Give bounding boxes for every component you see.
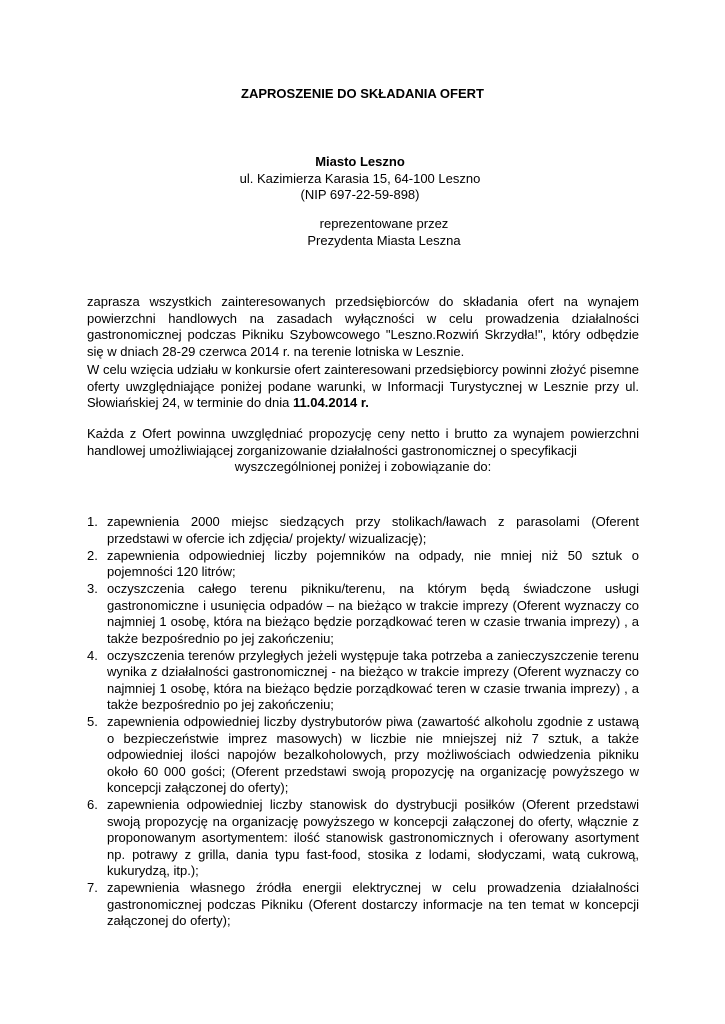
- submission-text: W celu wzięcia udziału w konkursie ofert zainteresowani przedsiębiorcy powinni złożyć pisemne oferty uwzględniające poniżej podane warunki, w Informacji Turystycznej w Lesznie przy ul. Słowiańskiej 24, w terminie do dnia: [87, 362, 639, 410]
- list-item-number: 1.: [87, 514, 98, 529]
- offer-paragraph-main: Każda z Ofert powinna uwzględniać propozycję ceny netto i brutto za wynajem powierzchni handlowej umożliwiającej zorganizowanie działalności gastronomicznej o specyfikacji: [87, 426, 639, 458]
- list-item-text: oczyszczenia terenów przyległych jeżeli występuje taka potrzeba a zanieczyszczenie terenu wynika z działalności gastronomicznej - na bieżąco w trakcie imprezy (Oferent wyznaczy co najmniej 1 osobę, która na bieżąco będzie porządkować teren w czasie trwania imprezy) , a także bezpośrednio po jej zakończeniu;: [107, 647, 639, 712]
- list-item-number: 6.: [87, 797, 98, 812]
- list-item-number: 4.: [87, 647, 98, 663]
- requirements-list: [87, 514, 639, 930]
- submission-deadline: 11.04.2014 r.: [292, 395, 369, 410]
- issuer-nip: (NIP 697-22-59-898): [300, 187, 420, 202]
- list-item-number: 2.: [87, 547, 98, 563]
- list-item-text: zapewnienia odpowiedniej liczby stanowisk do dystrybucji posiłków (Oferent przedstawi swoją propozycję na organizację powyższego w koncepcji załączonej do oferty, włącznie z proponowanym asortymentem: ilość stanowisk gastronomicznych i oferowany asortyment np. potrawy z grilla, dania typu fast-food, stosika z lodami, słodyczami, watą cukrową, kukurydzą, itp.);: [107, 797, 639, 878]
- list-item-number: 3.: [87, 581, 98, 596]
- list-item: [87, 548, 639, 581]
- list-item-text: oczyszczenia całego terenu pikniku/terenu, na którym będą świadczone usługi gastronomiczne i usunięcia odpadów – na bieżąco w trakcie imprezy (Oferent wyznaczy co najmniej 1 osobę, która na bieżąco będzie porządkować teren w czasie trwania imprezy) , a także bezpośrednio po jej zakończeniu;: [107, 581, 639, 646]
- list-item: [87, 581, 639, 647]
- representation-block: [270, 216, 498, 249]
- representation-line-1: reprezentowane przez: [319, 216, 449, 231]
- list-item-number: 5.: [87, 714, 98, 729]
- document-title: ZAPROSZENIE DO SKŁADANIA OFERT: [241, 86, 484, 101]
- list-item: [87, 797, 639, 880]
- invitation-paragraph: zaprasza wszystkich zainteresowanych przedsiębiorców do składania ofert na wynajem powierzchni handlowych na zasadach wyłączności w celu prowadzenia działalności gastronomicznej podczas Pikniku Szybowcowego "Leszno.Rozwiń Skrzydła!", który odbędzie się w dniach 28-29 czerwca 2014 r. na terenie lotniska w Lesznie.: [87, 294, 639, 359]
- list-item-text: zapewnienia odpowiedniej liczby pojemników na odpady, nie mniej niż 50 sztuk o pojemności 120 litrów;: [107, 547, 639, 579]
- list-item-number: 7.: [87, 880, 98, 895]
- offer-paragraph: [87, 426, 639, 476]
- list-item: [87, 514, 639, 547]
- list-item-text: zapewnienia własnego źródła energii elektrycznej w celu prowadzenia działalności gastronomicznej podczas Pikniku (Oferent dostarczy informacje na ten temat w koncepcji załączonej do oferty);: [107, 880, 639, 928]
- list-item: [87, 714, 639, 797]
- offer-paragraph-last: wyszczególnionej poniżej i zobowiązanie do:: [234, 459, 492, 474]
- representation-line-2: Prezydenta Miasta Leszna: [307, 232, 461, 248]
- list-item-text: zapewnienia odpowiedniej liczby dystrybutorów piwa (zawartość alkoholu zgodnie z ustawą o bezpieczeństwie imprez masowych) w liczbie nie mniejszej niż 7 sztuk, a także odpowiedniej ilości napojów bezalkoholowych, przy możliwościach odwiedzenia pikniku około 60 000 gości; (Oferent przedstawi swoją propozycję na organizację powyższego w koncepcji załączonej do oferty);: [107, 714, 639, 795]
- list-item-text: zapewnienia 2000 miejsc siedzących przy stolikach/ławach z parasolami (Oferent przedstawi w ofercie ich zdjęcia/ projekty/ wizualizację);: [107, 514, 639, 546]
- list-item: [87, 648, 639, 714]
- submission-paragraph: [87, 362, 639, 412]
- issuer-block: [200, 154, 520, 204]
- issuer-address: ul. Kazimierza Karasia 15, 64-100 Leszno: [239, 170, 481, 186]
- list-item: [87, 880, 639, 930]
- issuer-name: Miasto Leszno: [315, 154, 405, 169]
